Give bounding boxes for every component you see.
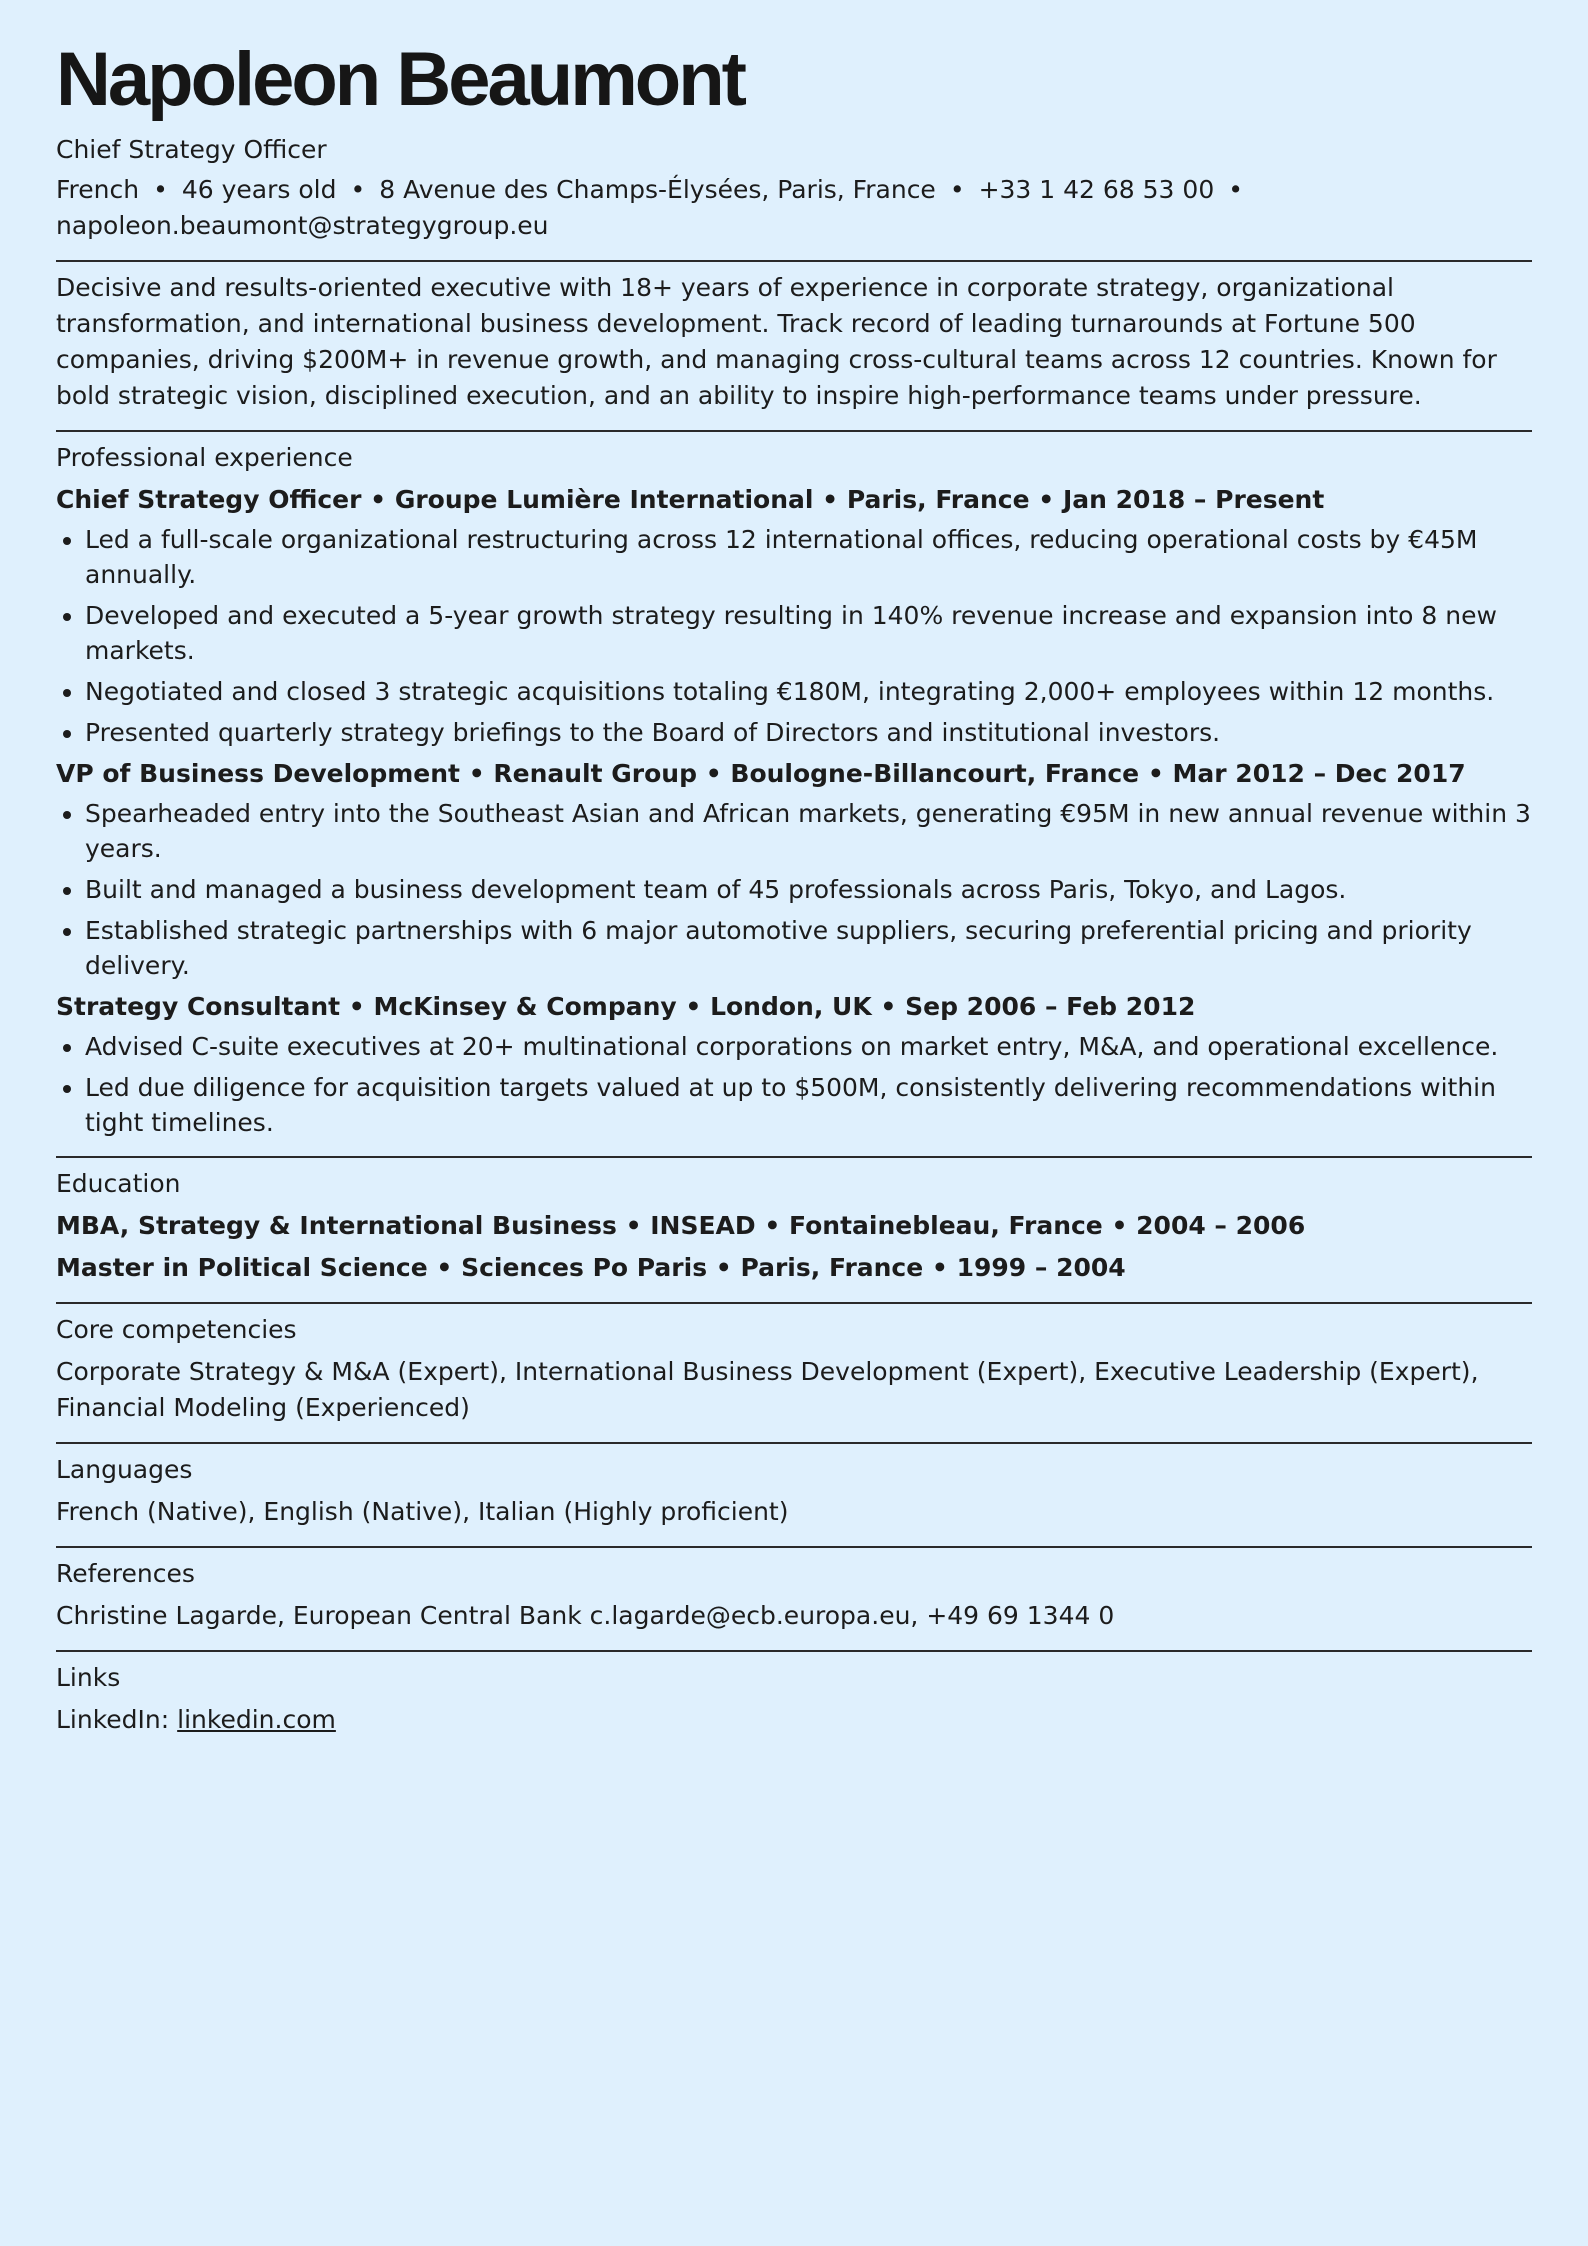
experience-section-title: Professional experience — [56, 443, 353, 472]
candidate-title: Chief Strategy Officer — [56, 135, 327, 164]
nationality: French — [56, 175, 140, 204]
links-section-title: Links — [56, 1663, 121, 1692]
job-bullets — [56, 522, 1532, 750]
job-bullets — [56, 1029, 1532, 1140]
bullet-item: • Spearheaded entry into the Southeast Asian and African markets, generating €95M in new annual revenue within 3 years. — [85, 796, 1532, 866]
job-entry — [56, 989, 1532, 1140]
linkedin-label: LinkedIn: — [56, 1705, 178, 1734]
education-item: MBA, Strategy & International Business • INSEAD • Fontainebleau, France • 2004 – 2006 — [56, 1211, 1306, 1240]
divider — [56, 1442, 1532, 1444]
languages-text: French (Native), English (Native), Italian (Highly proficient) — [56, 1497, 789, 1526]
separator: • — [1228, 175, 1243, 204]
bullet-item: • Developed and executed a 5-year growth strategy resulting in 140% revenue increase and expansion into 8 new markets. — [85, 598, 1532, 668]
bullet-item: • Negotiated and closed 3 strategic acquisitions totaling €180M, integrating 2,000+ employees within 12 months. — [85, 674, 1532, 709]
email: napoleon.beaumont@strategygroup.eu — [56, 211, 549, 240]
age: 46 years old — [181, 175, 337, 204]
bullet-item: • Built and managed a business development team of 45 professionals across Paris, Tokyo, and Lagos. — [85, 872, 1532, 907]
references-text: Christine Lagarde, European Central Bank c.lagarde@ecb.europa.eu, +49 69 1344 0 — [56, 1601, 1115, 1630]
job-entry — [56, 756, 1532, 983]
links-line — [56, 1702, 1532, 1738]
address: 8 Avenue des Champs-Élysées, Paris, France — [379, 175, 936, 204]
divider — [56, 1546, 1532, 1548]
divider — [56, 430, 1532, 432]
bullet-item: • Established strategic partnerships with 6 major automotive suppliers, securing preferential pricing and priority delivery. — [85, 913, 1532, 983]
separator: • — [350, 175, 366, 204]
divider — [56, 1650, 1532, 1652]
bullet-item: • Led a full-scale organizational restructuring across 12 international offices, reducing operational costs by €45M annually. — [85, 522, 1532, 592]
job-bullets — [56, 796, 1532, 983]
contact-line — [56, 172, 1532, 244]
linkedin-link[interactable]: linkedin.com — [177, 1705, 336, 1734]
divider — [56, 260, 1532, 262]
job-heading: Strategy Consultant • McKinsey & Company • London, UK • Sep 2006 – Feb 2012 — [56, 992, 1196, 1021]
competencies-section-title: Core competencies — [56, 1315, 297, 1344]
divider — [56, 1156, 1532, 1158]
references-section-title: References — [56, 1559, 195, 1588]
phone: +33 1 42 68 53 00 — [978, 175, 1215, 204]
candidate-name: Napoleon Beaumont — [56, 37, 744, 122]
bullet-item: • Led due diligence for acquisition targets valued at up to $500M, consistently delivering recommendations within tight timelines. — [85, 1070, 1532, 1140]
separator: • — [153, 175, 168, 204]
job-heading: VP of Business Development • Renault Group • Boulogne-Billancourt, France • Mar 2012 – Dec 2017 — [56, 759, 1466, 788]
divider — [56, 1302, 1532, 1304]
bullet-item: • Advised C-suite executives at 20+ multinational corporations on market entry, M&A, and operational excellence. — [85, 1029, 1532, 1064]
separator: • — [949, 175, 965, 204]
competencies-text: Corporate Strategy & M&A (Expert), International Business Development (Expert), Executive Leadership (Expert), Financial Modeling (Experienced) — [56, 1357, 1479, 1422]
bullet-item: • Presented quarterly strategy briefings to the Board of Directors and institutional investors. — [85, 715, 1532, 750]
education-section-title: Education — [56, 1169, 181, 1198]
education-item: Master in Political Science • Sciences Po Paris • Paris, France • 1999 – 2004 — [56, 1253, 1126, 1282]
job-entry — [56, 482, 1532, 750]
job-heading: Chief Strategy Officer • Groupe Lumière International • Paris, France • Jan 2018 – Present — [56, 485, 1325, 514]
summary: Decisive and results-oriented executive with 18+ years of experience in corporate strategy, organizational transformation, and international business development. Track record of leading turnarounds at Fortune 500 companies, driving $200M+ in revenue growth, and managing cross-cultural teams across 12 countries. Known for bold strategic vision, disciplined execution, and an ability to inspire high-performance teams under pressure. — [56, 273, 1497, 410]
languages-section-title: Languages — [56, 1455, 193, 1484]
